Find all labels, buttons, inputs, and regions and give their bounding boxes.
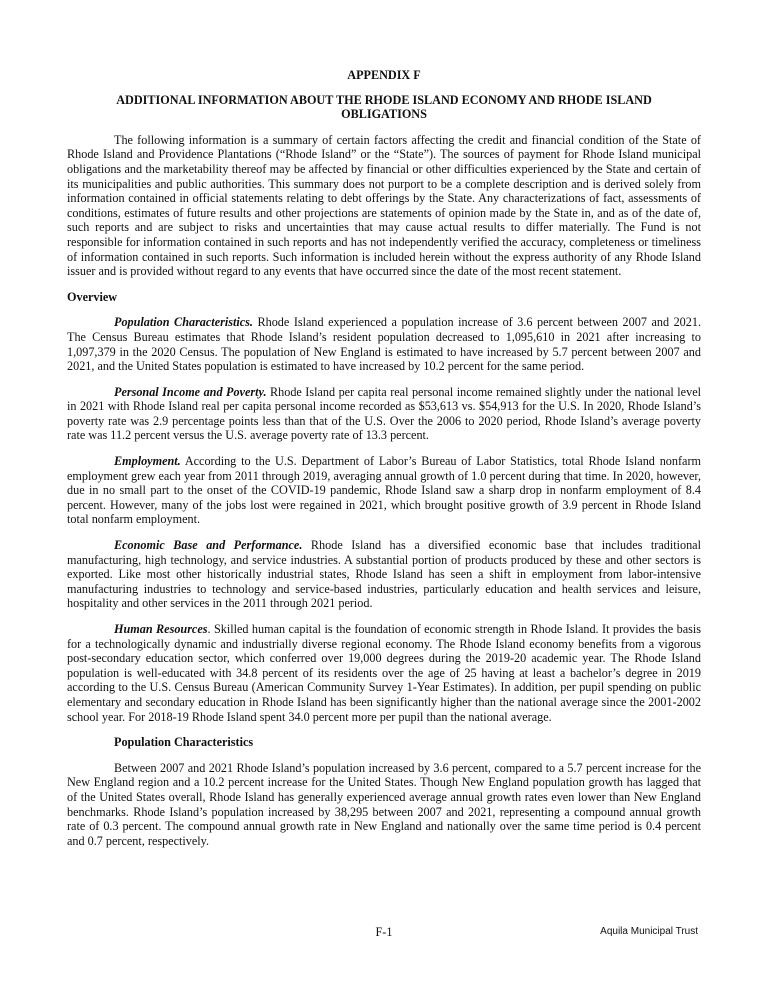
document-title: ADDITIONAL INFORMATION ABOUT THE RHODE ISLAND ECONOMY AND RHODE ISLAND OBLIGATIONS xyxy=(116,92,652,122)
document-page xyxy=(67,68,701,859)
income-paragraph xyxy=(67,385,701,443)
economic-base-lead: Economic Base and Performance. xyxy=(114,538,303,553)
human-resources-lead: Human Resources xyxy=(114,622,208,636)
trust-name: Aquila Municipal Trust xyxy=(600,926,698,937)
employment-paragraph xyxy=(67,454,701,527)
employment-lead: Employment. xyxy=(114,454,181,469)
page-number: F-1 xyxy=(375,925,393,939)
population-text: Rhode Island experienced a population increase of 3.6 percent between 2007 and 2021. The Census Bureau estimates that Rhode Island’s resident population decreased to 1,095,610 in 2021 after increasing to 1,097,379 in the 2020 Census. The population of New England is estimated to have increased by 5.7 percent between 2007 and 2021, and the United States population is estimated to have increased by 10.2 percent for the same period. xyxy=(67,315,701,374)
intro-paragraph: The following information is a summary of certain factors affecting the credit and financial condition of the State of Rhode Island and Providence Plantations (“Rhode Island” or the “State”). The sources of payment for Rhode Island municipal obligations and the marketability thereof may be affected by financial or other difficulties experienced by the State and certain of its municipalities and public authorities. This summary does not purport to be a complete description and is derived solely from information contained in official statements relating to debt offerings by the State. Any characterizations of fact, assessments of conditions, estimates of future results and other projections are statements of opinion made by the State in, and as of the date of, such reports and are subject to risks and uncertainties that may cause actual results to differ materially. The Fund is not responsible for information contained in such reports and has not independently verified the accuracy, completeness or timeliness of information contained in such reports. Such information is included herein without the express authority of any Rhode Island issuer and is provided without regard to any events that have occurred since the date of the most recent statement. xyxy=(67,132,701,279)
population-section-heading: Population Characteristics xyxy=(114,735,254,750)
population-section-paragraph: Between 2007 and 2021 Rhode Island’s population increased by 3.6 percent, compared to a 5.7 percent increase for the New England region and a 10.2 percent increase for the United States. Though New England population growth has lagged that of the United States overall, Rhode Island has generally experienced average annual growth rates even lower than New England benchmarks. Rhode Island’s population increased by 38,295 between 2007 and 2021, representing a compound annual growth rate of 0.3 percent. The compound annual growth rate in New England and nationally over the same time period is 0.4 percent and 0.7 percent, respectively. xyxy=(67,760,701,848)
economic-base-paragraph xyxy=(67,538,701,611)
overview-heading: Overview xyxy=(67,289,118,304)
income-lead: Personal Income and Poverty. xyxy=(114,384,267,399)
population-lead: Population Characteristics. xyxy=(114,315,253,330)
appendix-label: APPENDIX F xyxy=(347,68,421,82)
human-resources-text: . Skilled human capital is the foundation of economic strength in Rhode Island. It provides the basis for a technologically dynamic and industrially diverse regional economy. The Rhode Island economy benefits from a vigorous post-secondary education sector, which conferred over 19,000 degrees during the 2019-20 academic year. The Rhode Island population is well-educated with 34.8 percent of its residents over the age of 25 having at least a bachelor’s degree in 2019 according to the U.S. Census Bureau (American Community Survey 1-Year Estimates). In addition, per pupil spending on public elementary and secondary education in Rhode Island has been significantly higher than the national average since the 2001-2002 school year. For 2018-19 Rhode Island spent 34.0 percent more per pupil than the national average. xyxy=(67,622,701,724)
human-resources-paragraph xyxy=(67,622,701,724)
employment-text: According to the U.S. Department of Labor’s Bureau of Labor Statistics, total Rhode Island nonfarm employment grew each year from 2011 through 2019, averaging annual growth of 1.0 percent during that time. In 2020, however, due in no small part to the onset of the COVID-19 pandemic, Rhode Island saw a sharp drop in nonfarm employment of 8.4 percent. However, many of the jobs lost were regained in 2021, which brought positive growth of 3.9 percent in Rhode Island total nonfarm employment. xyxy=(67,454,701,527)
economic-base-text: Rhode Island has a diversified economic base that includes traditional manufacturing, high technology, and service industries. A substantial portion of products produced by these and other sectors is exported. Like most other historically industrial states, Rhode Island has seen a shift in employment from labor-intensive manufacturing industries to technology and service-based industries, particularly education and health services and leisure, hospitality and other services in the 2011 through 2021 period. xyxy=(67,538,701,611)
income-text: Rhode Island per capita real personal income remained slightly under the national level in 2021 with Rhode Island real per capita personal income recorded as $53,613 vs. $54,913 for the U.S. In 2020, Rhode Island’s poverty rate was 2.9 percentage points less than that of the U.S. Over the 2006 to 2020 period, Rhode Island’s average poverty rate was 11.2 percent versus the U.S. average poverty rate of 13.3 percent. xyxy=(67,384,701,443)
population-overview-paragraph xyxy=(67,315,701,373)
